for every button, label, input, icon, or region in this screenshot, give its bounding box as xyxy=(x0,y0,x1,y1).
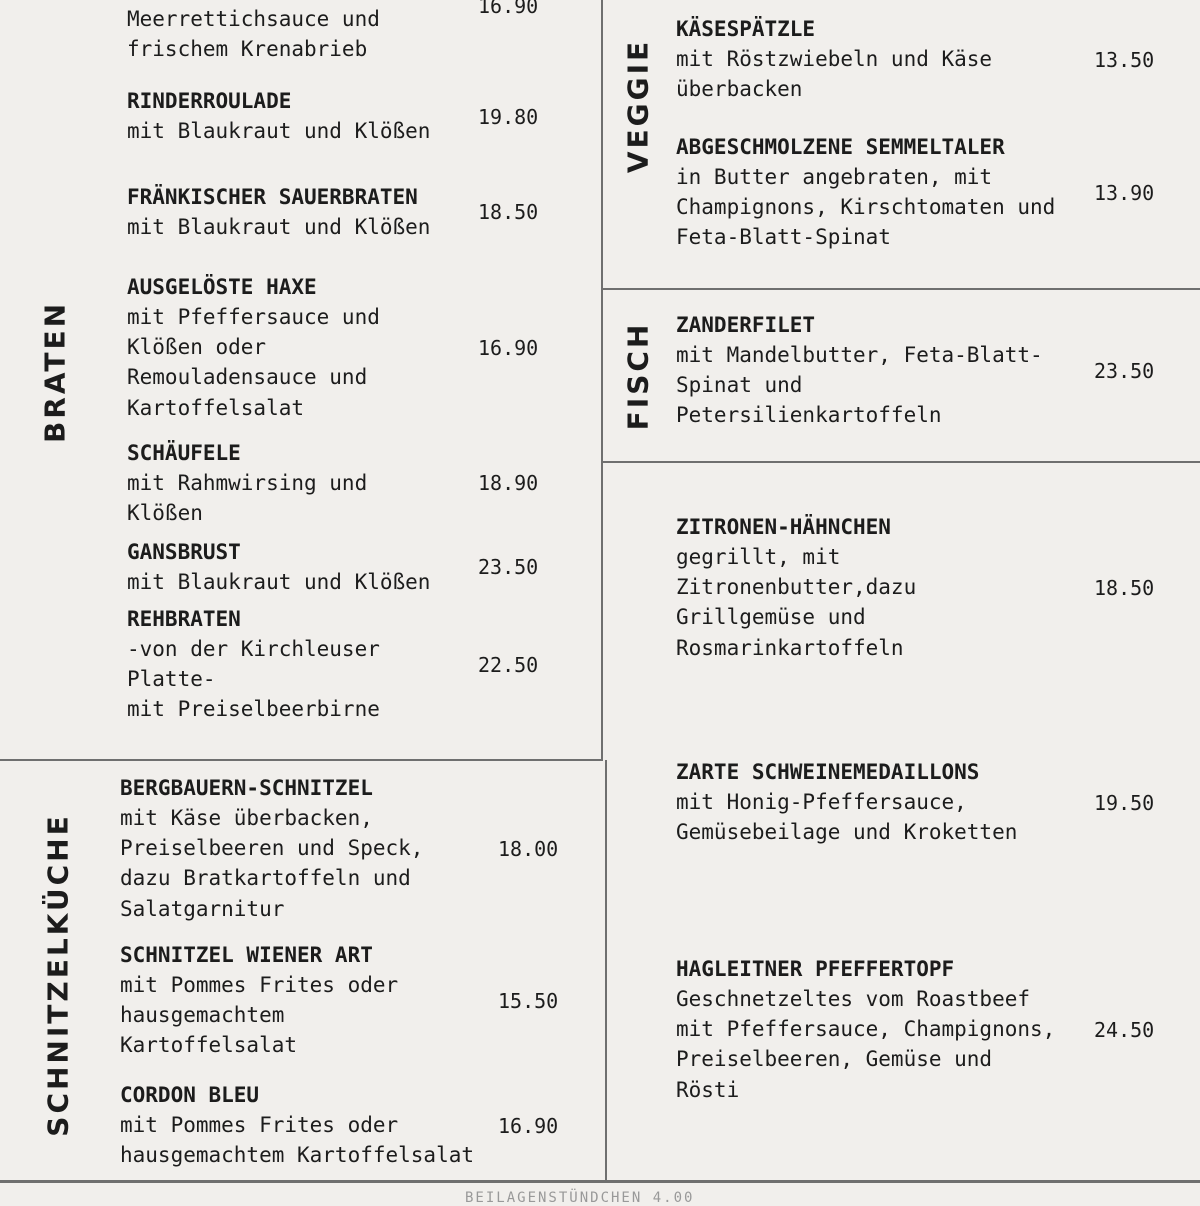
item-price: 13.50 xyxy=(1094,48,1155,72)
item-name: AUSGELÖSTE HAXE xyxy=(127,275,317,299)
item-name: RINDERROULADE xyxy=(127,89,292,113)
item-description: in Butter angebraten, mit Champignons, Kirschtomaten und Feta-Blatt-Spinat xyxy=(676,165,1056,250)
item-description: mit Blaukraut und Klößen xyxy=(127,215,431,239)
item-name: GANSBRUST xyxy=(127,540,241,564)
divider-veggie-fisch xyxy=(601,288,1200,290)
item-description: mit Mandelbutter, Feta-Blatt- Spinat und Petersilienkartoffeln xyxy=(676,343,1043,428)
item-price: 24.50 xyxy=(1094,1018,1155,1042)
menu-item-zitronen-haehnchen xyxy=(676,512,916,663)
menu-item-schnitzel-wiener-art xyxy=(120,940,398,1061)
item-price: 13.90 xyxy=(1094,181,1155,205)
item-name: ABGESCHMOLZENE SEMMELTALER xyxy=(676,135,1005,159)
menu-item-hagleitner-pfeffertopf xyxy=(676,954,1055,1105)
item-price: 18.90 xyxy=(478,471,539,495)
item-price: 15.50 xyxy=(498,989,559,1013)
item-description: -von der Kirchleuser Platte- mit Preiselbeerbirne xyxy=(127,637,380,722)
item-description: Meerrettichsauce und frischem Krenabrieb xyxy=(127,7,380,62)
menu-item-schaeufele xyxy=(127,438,367,528)
item-price: 16.90 xyxy=(478,336,539,360)
section-label-schnitzelkueche: SCHNITZELKÜCHE xyxy=(41,813,75,1137)
item-price: 16.90 xyxy=(498,1114,559,1138)
item-name: KÄSESPÄTZLE xyxy=(676,17,816,41)
item-description: mit Rahmwirsing und Klößen xyxy=(127,471,368,526)
menu-item-fraenkischer-sauerbraten xyxy=(127,182,430,242)
item-name: HAGLEITNER PFEFFERTOPF xyxy=(676,957,955,981)
menu-item-ausgeloeste-haxe xyxy=(127,272,380,423)
menu-item-abgeschmolzene-semmeltaler xyxy=(676,132,1055,253)
item-price: 19.80 xyxy=(478,105,539,129)
item-description: mit Pommes Frites oder hausgemachtem Kartoffelsalat xyxy=(120,1113,475,1168)
menu-item-bergbauern-schnitzel xyxy=(120,773,423,924)
item-description: mit Honig-Pfeffersauce, Gemüsebeilage und Kroketten xyxy=(676,790,1018,845)
section-label-braten: BRATEN xyxy=(38,300,72,444)
item-name: SCHNITZEL WIENER ART xyxy=(120,943,373,967)
section-label-fisch: FISCH xyxy=(621,321,655,431)
item-description: mit Blaukraut und Klößen xyxy=(127,119,431,143)
section-label-veggie: VEGGIE xyxy=(621,38,655,174)
item-description: mit Pfeffersauce und Klößen oder Remouladensauce und Kartoffelsalat xyxy=(127,305,380,420)
item-price: 23.50 xyxy=(1094,359,1155,383)
divider-fisch-other xyxy=(601,461,1200,463)
item-name: SCHÄUFELE xyxy=(127,441,241,465)
vertical-divider-bottom xyxy=(605,760,607,1182)
item-description: mit Käse überbacken, Preiselbeeren und Speck, dazu Bratkartoffeln und Salatgarnitur xyxy=(120,806,424,921)
item-name: REHBRATEN xyxy=(127,607,241,631)
item-price: 18.50 xyxy=(1094,576,1155,600)
item-price: 18.00 xyxy=(498,837,559,861)
item-name: FRÄNKISCHER SAUERBRATEN xyxy=(127,185,418,209)
menu-item-braten-0 xyxy=(127,4,380,64)
item-price: 19.50 xyxy=(1094,791,1155,815)
menu-item-rehbraten xyxy=(127,604,380,725)
menu-item-zanderfilet xyxy=(676,310,1043,431)
item-name: CORDON BLEU xyxy=(120,1083,260,1107)
item-description: gegrillt, mit Zitronenbutter,dazu Grillgemüse und Rosmarinkartoffeln xyxy=(676,545,917,660)
item-description: Geschnetzeltes vom Roastbeef mit Pfeffersauce, Champignons, Preiselbeeren, Gemüse und Rösti xyxy=(676,987,1056,1102)
divider-braten-schnitzel xyxy=(0,759,603,761)
menu-item-gansbrust xyxy=(127,537,430,597)
item-description: mit Pommes Frites oder hausgemachtem Kartoffelsalat xyxy=(120,973,399,1058)
menu-item-cordon-bleu xyxy=(120,1080,474,1170)
item-name: ZARTE SCHWEINEMEDAILLONS xyxy=(676,760,980,784)
footer-text: BEILAGENSTÜNDCHEN 4.00 xyxy=(465,1190,695,1206)
menu-item-rinderroulade xyxy=(127,86,430,146)
item-description: mit Röstzwiebeln und Käse überbacken xyxy=(676,47,993,102)
item-name: ZITRONEN-HÄHNCHEN xyxy=(676,515,891,539)
bottom-rule xyxy=(0,1180,1200,1183)
menu-item-kaesespaetzle xyxy=(676,14,992,104)
item-description: mit Blaukraut und Klößen xyxy=(127,570,431,594)
item-price: 16.90 xyxy=(478,0,539,18)
item-price: 18.50 xyxy=(478,200,539,224)
menu-item-zarte-schweinemedaillons xyxy=(676,757,1017,847)
item-price: 22.50 xyxy=(478,653,539,677)
item-price: 23.50 xyxy=(478,555,539,579)
vertical-divider-top xyxy=(601,0,603,760)
item-name: BERGBAUERN-SCHNITZEL xyxy=(120,776,373,800)
item-name: ZANDERFILET xyxy=(676,313,816,337)
